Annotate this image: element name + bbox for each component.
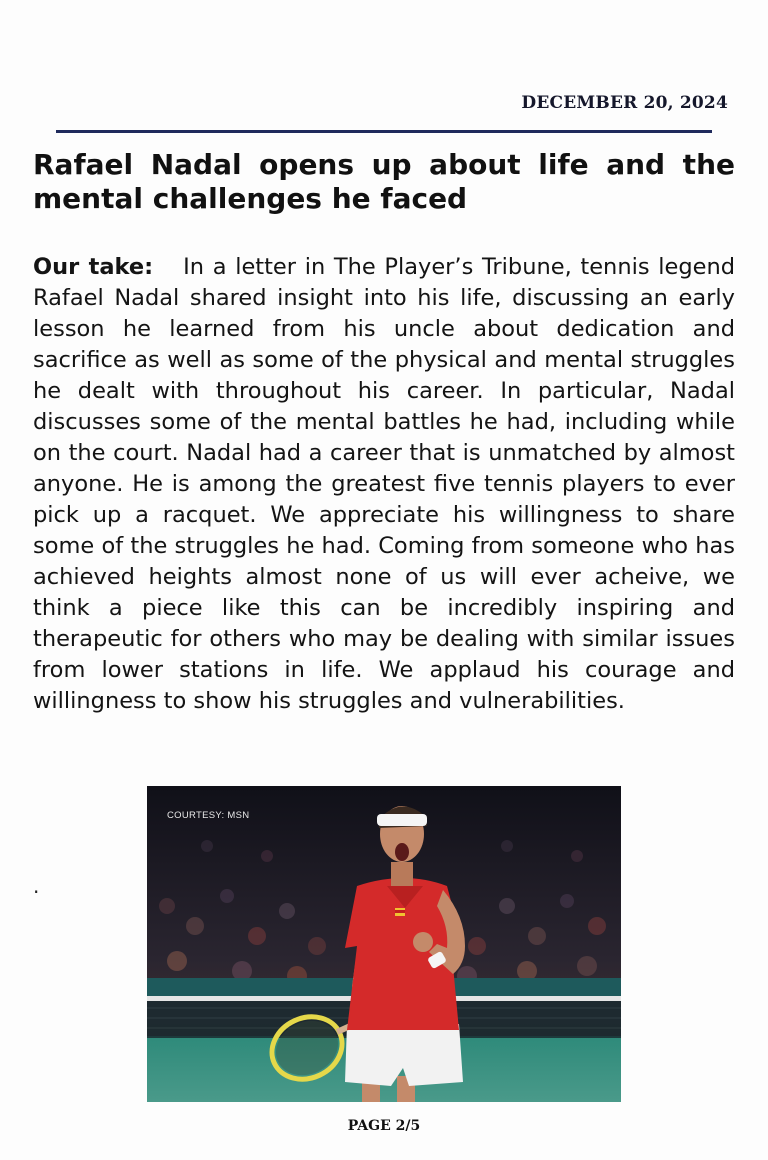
page-number: PAGE 2/5 bbox=[347, 1118, 421, 1134]
headband bbox=[377, 814, 427, 826]
article-headline: Rafael Nadal opens up about life and the mental challenges he faced bbox=[33, 148, 735, 215]
article-photo bbox=[147, 786, 621, 1102]
article-body-text: In a letter in The Player’s Tribune, tennis legend Rafael Nadal shared insight into his life, discussing an early lesson he learned from his uncle about dedication and sacrifice as well as some of the physical and mental struggles he dealt with throughout his career. In particular, Nadal discusses some of the mental battles he had, including while on the court. Nadal had a career that is unmatched by almost anyone. He is among the greatest five tennis players to ever pick up a racquet. We appreciate his willingness to share some of the struggles he had. Coming from someone who has achieved heights almost none of us will ever acheive, we think a piece like this can be incredibly inspiring and therapeutic for others who may be dealing with similar issues from lower stations in life. We applaud his courage and willingness to show his struggles and vulnerabilities. bbox=[33, 254, 735, 714]
tennis-player-illustration bbox=[147, 786, 621, 1102]
issue-date: DECEMBER 20, 2024 bbox=[521, 93, 728, 113]
photo-credit: COURTESY: MSN bbox=[167, 810, 250, 821]
header-divider bbox=[56, 130, 712, 133]
lead-label: Our take: bbox=[33, 254, 154, 280]
stray-mark: . bbox=[33, 874, 40, 898]
article-body bbox=[33, 252, 735, 717]
